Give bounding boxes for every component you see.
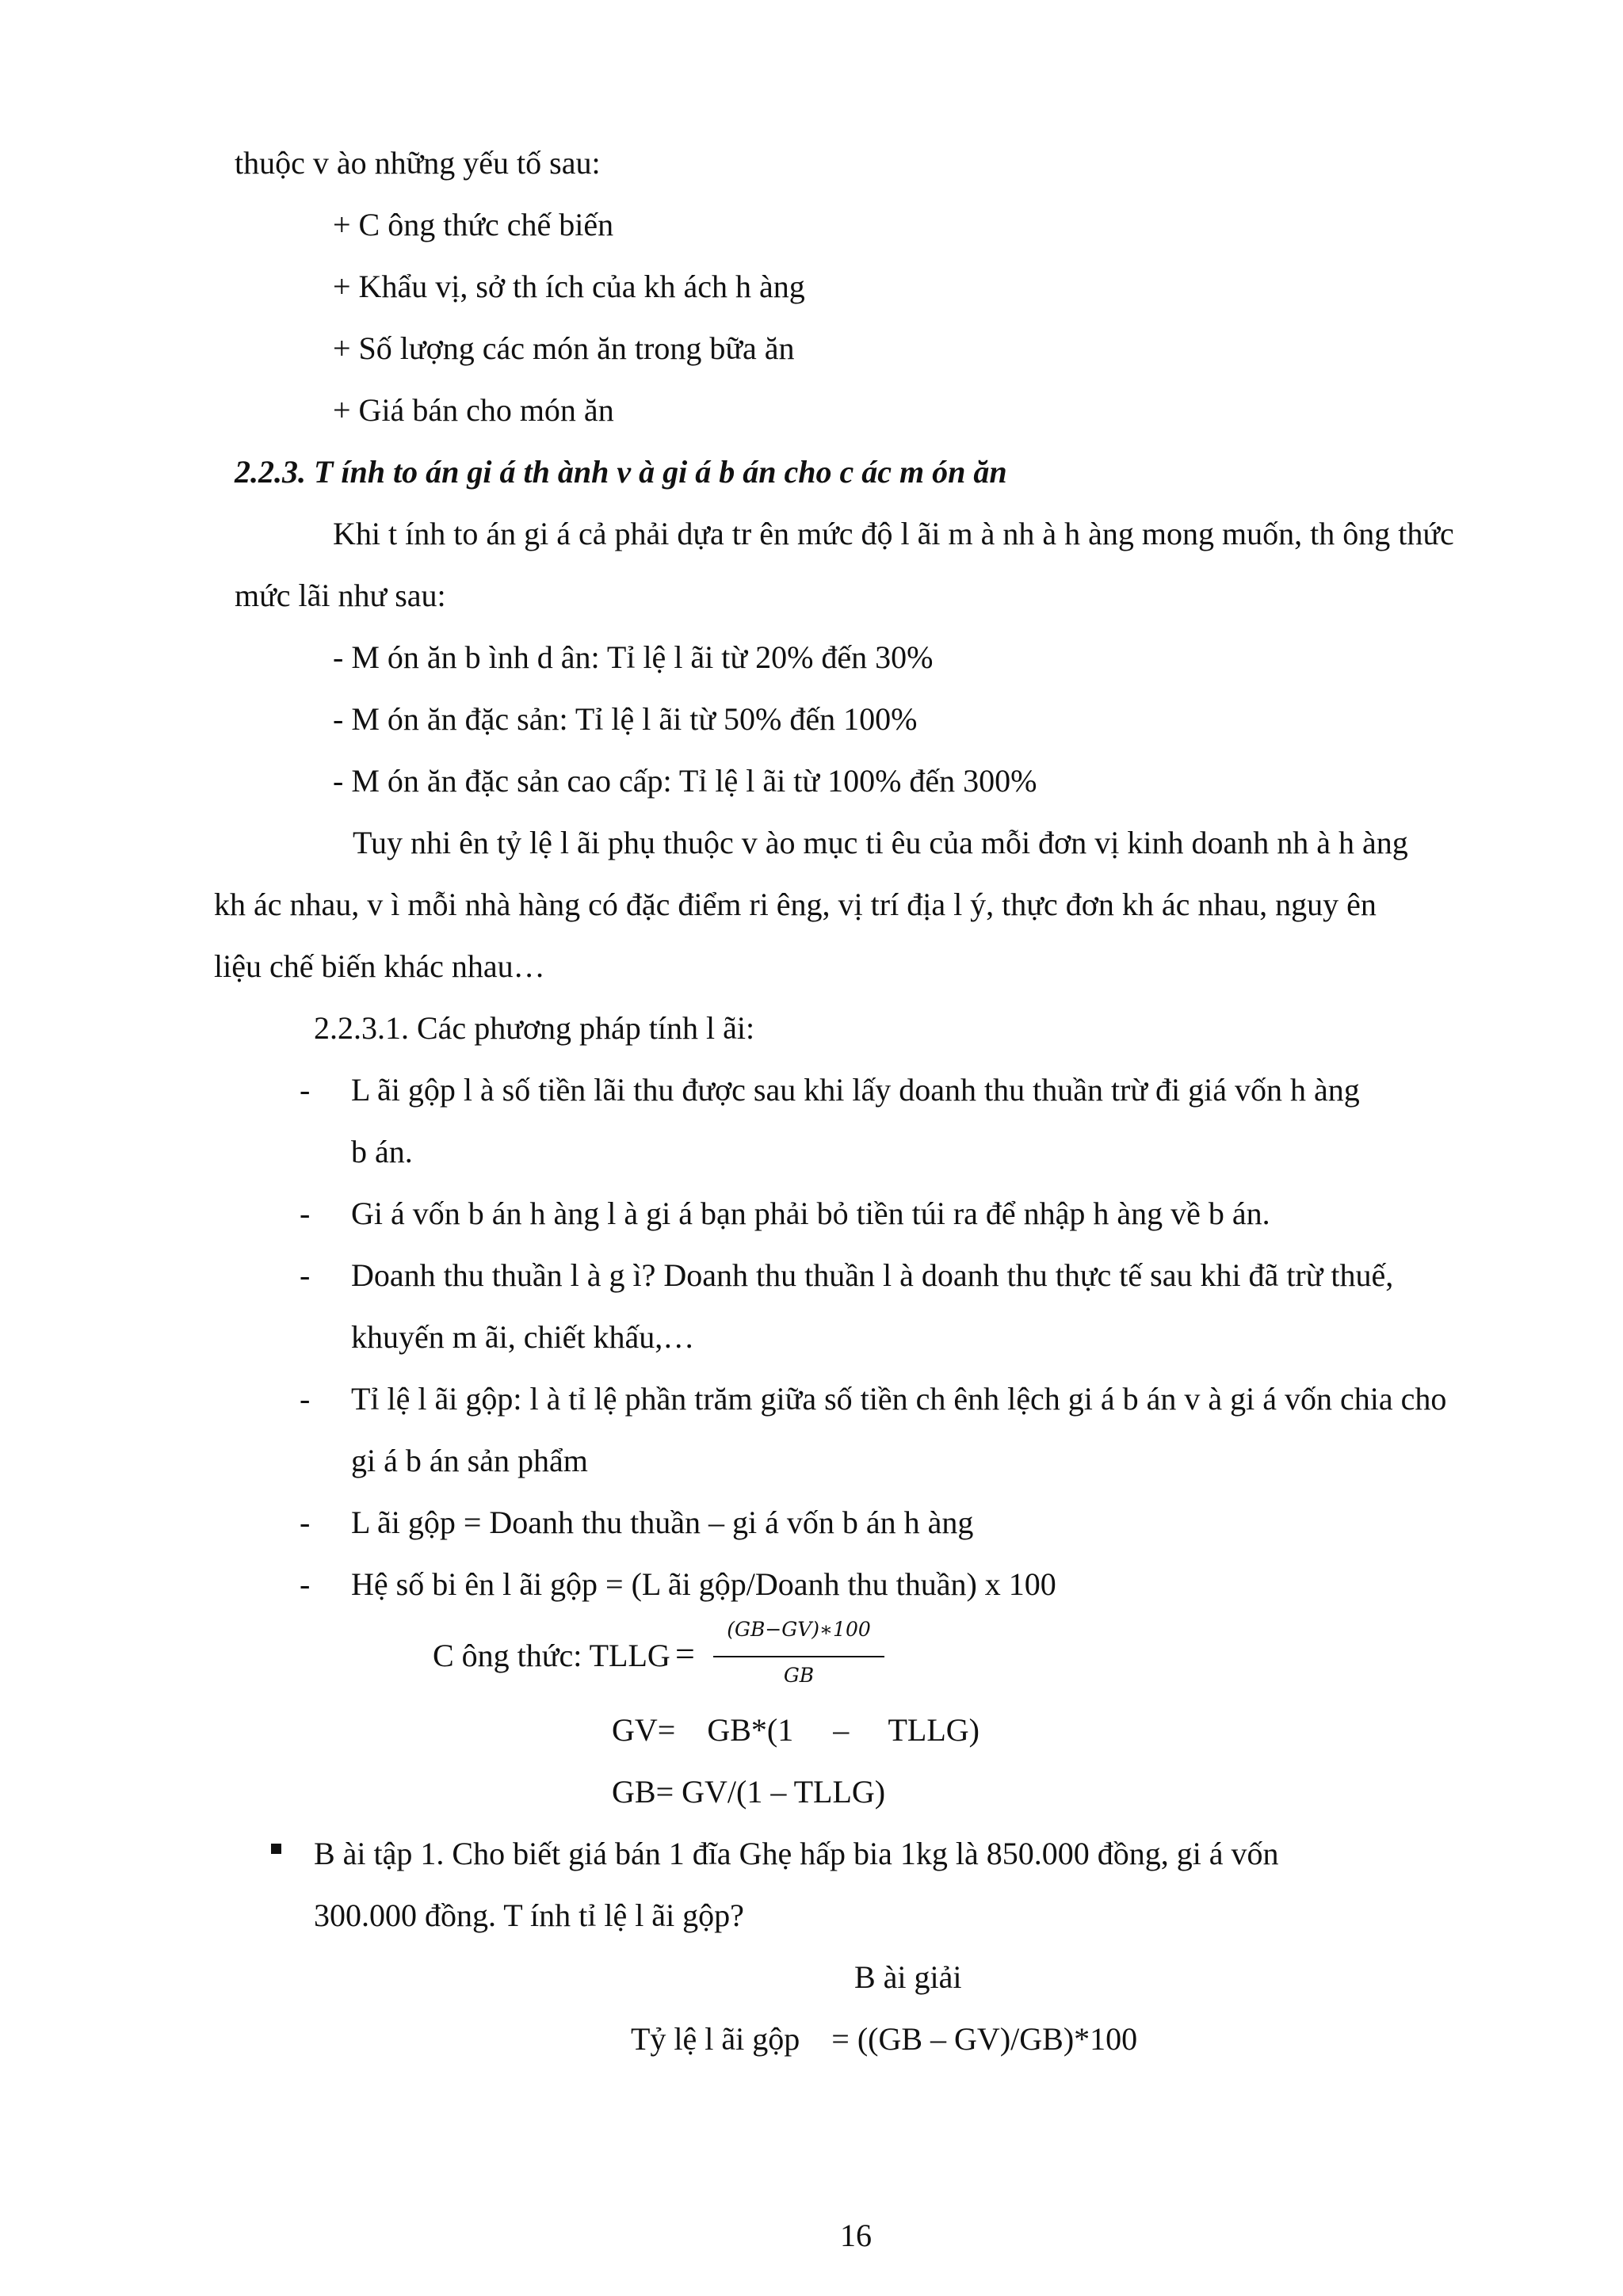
list-item: L ãi gộp l à số tiền lãi thu được sau khi lấy doanh thu thuần trừ đi giá vốn h àng <box>351 1072 1360 1108</box>
formula-denominator: GB <box>783 1664 815 1687</box>
text-line: liệu chế biến khác nhau… <box>214 948 545 984</box>
text-line: + Số lượng các món ăn trong bữa ăn <box>333 330 795 366</box>
formula-numerator: (GB−GV)∗100 <box>727 1618 871 1641</box>
list-item: Tỉ lệ l ãi gộp: l à tỉ lệ phần trăm giữa số tiền ch ênh lệch gi á b án v à gi á vốn chia cho <box>351 1381 1447 1417</box>
text-line: - M ón ăn b ình d ân: Tỉ lệ l ãi từ 20% đến 30% <box>333 639 934 675</box>
list-item: Doanh thu thuần l à g ì? Doanh thu thuần l à doanh thu thực tế sau khi đã trừ thuế, <box>351 1257 1394 1293</box>
list-item: Gi á vốn b án h àng l à gi á bạn phải bỏ tiền túi ra để nhập h àng về b án. <box>351 1196 1270 1231</box>
list-item: Hệ số bi ên l ãi gộp = (L ãi gộp/Doanh thu thuần) x 100 <box>351 1566 1056 1602</box>
section-heading: 2.2.3. T ính to án gi á th ành v à gi á b án cho c ác m ón ăn <box>235 454 1007 490</box>
text-line: Tuy nhi ên tỷ lệ l ãi phụ thuộc v ào mục ti êu của mỗi đơn vị kinh doanh nh à h àng <box>353 825 1408 860</box>
text-line: mức lãi như sau: <box>235 578 446 613</box>
text-line: + C ông thức chế biến <box>333 207 614 242</box>
text-line: + Giá bán cho món ăn <box>333 392 614 428</box>
list-dash: - <box>300 1072 311 1108</box>
exercise-text-continued: 300.000 đồng. T ính tỉ lệ l ãi gộp? <box>314 1897 744 1933</box>
list-item-continued: gi á b án sản phẩm <box>351 1443 588 1478</box>
solution-line: Tỷ lệ l ãi gộp = ((GB – GV)/GB)*100 <box>631 2021 1138 2057</box>
list-item-continued: b án. <box>351 1134 413 1169</box>
subsection-heading: 2.2.3.1. Các phương pháp tính l ãi: <box>314 1010 755 1046</box>
list-dash: - <box>300 1505 311 1540</box>
list-item-continued: khuyến m ãi, chiết khấu,… <box>351 1319 695 1355</box>
formula-equals: = <box>675 1634 695 1673</box>
list-dash: - <box>300 1566 311 1602</box>
text-line: kh ác nhau, v ì mỗi nhà hàng có đặc điểm ri êng, vị trí địa l ý, thực đơn kh ác nhau, nguy ên <box>214 887 1377 922</box>
text-line: - M ón ăn đặc sản cao cấp: Tỉ lệ l ãi từ 100% đến 300% <box>333 763 1037 799</box>
page-number: 16 <box>840 2218 872 2253</box>
list-item: L ãi gộp = Doanh thu thuần – gi á vốn b án h àng <box>351 1505 974 1540</box>
solution-title: B ài giải <box>854 1959 962 1995</box>
text-line: - M ón ăn đặc sản: Tỉ lệ l ãi từ 50% đến 100% <box>333 701 918 737</box>
list-dash: - <box>300 1381 311 1417</box>
list-dash: - <box>300 1257 311 1293</box>
text-line: Khi t ính to án gi á cả phải dựa tr ên mức độ l ãi m à nh à h àng mong muốn, th ông thức <box>333 516 1454 551</box>
formula-gb: GB= GV/(1 – TLLG) <box>612 1774 886 1810</box>
exercise-text: B ài tập 1. Cho biết giá bán 1 đĩa Ghẹ hấp bia 1kg là 850.000 đồng, gi á vốn <box>314 1836 1279 1871</box>
formula-label: C ông thức: TLLG <box>433 1638 670 1673</box>
list-dash: - <box>300 1196 311 1231</box>
text-line: + Khẩu vị, sở th ích của kh ách h àng <box>333 269 805 304</box>
formula-gv: GV= GB*(1 – TLLG) <box>612 1712 980 1748</box>
text-line: thuộc v ào những yếu tố sau: <box>235 145 601 181</box>
fraction-bar <box>713 1656 884 1657</box>
bullet-square-icon <box>271 1844 281 1854</box>
